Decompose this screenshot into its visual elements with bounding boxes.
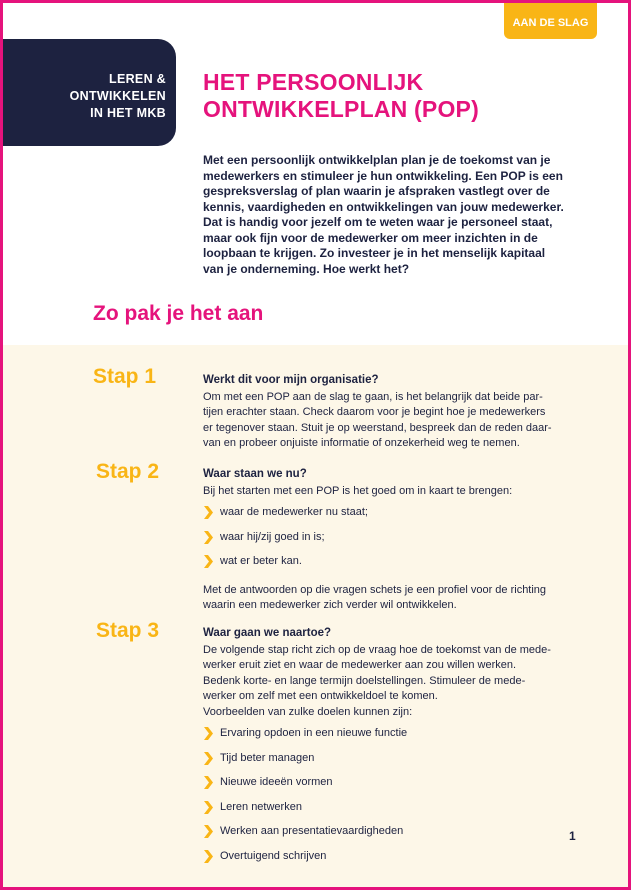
step-heading: Waar staan we nu? [203,468,307,480]
list-item [203,504,555,529]
series-line: ONTWIKKELEN [69,89,166,103]
step-3-body [203,626,555,877]
intro-line: loopbaan te krijgen. Zo investeer je in het menselijk kapitaal [203,246,546,260]
step-line: De volgende stap richt zich op de vraag hoe de toekomst van de mede- [203,643,551,656]
step-line: Om met een POP aan de slag te gaan, is het belangrijk dat beide par- [203,390,543,403]
list-item-text: Overtuigend schrijven [220,849,327,862]
step-line: Bedenk korte- en lange termijn doelstellingen. Stimuleer de mede- [203,674,526,687]
series-line: IN HET MKB [90,106,166,120]
list-item [203,799,555,824]
step-line: er tegenover staan. Stuit je op weerstand, bespreek dan de reden daar- [203,421,552,434]
list-item [203,750,555,775]
intro-line: maar ook fijn voor de medewerker om meer inzichten in de [203,230,538,245]
chevron-right-icon [203,752,213,765]
step-1-label: Stap 1 [93,365,157,388]
chevron-right-icon [203,776,213,789]
list-item [203,774,555,799]
page-title [203,69,479,123]
chevron-right-icon [203,825,213,838]
intro-line: van je onderneming. Hoe werkt het? [203,261,410,276]
list-item-text: Tijd beter managen [220,751,315,764]
list-item [203,848,555,873]
section-tag: AAN DE SLAG [504,3,597,39]
step-line: tijen erachter staan. Check daarom voor je begint hoe je medewerkers [203,406,546,418]
bullet-list [203,504,555,578]
title-line: ONTWIKKELPLAN (POP) [203,96,479,122]
chevron-right-icon [203,850,213,863]
step-line: werker om zelf met een ontwikkeldoel te komen. [203,690,438,702]
section-title: Zo pak je het aan [93,302,264,325]
list-item-text: Werken aan presentatievaardigheden [220,825,404,837]
step-line: Bij het starten met een POP is het goed om in kaart te brengen: [203,484,513,497]
step-line: van en probeer onjuiste informatie of onzekerheid weg te nemen. [203,437,520,449]
list-item [203,823,555,848]
step-line: Met de antwoorden op die vragen schets je een profiel voor de richting [203,583,547,596]
step-heading: Werkt dit voor mijn organisatie? [203,374,379,386]
title-line: HET PERSOONLIJK [203,69,424,95]
bullet-list [203,725,555,872]
intro-line: Dat is handig voor jezelf om te weten waar je personeel staat, [203,215,553,229]
chevron-right-icon [203,531,213,544]
step-line: waarin een medewerker zich verder wil ontwikkelen. [203,599,457,611]
list-item [203,553,555,578]
step-3-label: Stap 3 [96,619,160,642]
chevron-right-icon [203,555,213,568]
list-item [203,725,555,750]
list-item-text: Leren netwerken [220,800,302,813]
page-number: 1 [569,829,576,843]
intro-line: gespreksverslag of plan waarin je afspraken vastlegt over de [203,184,550,198]
chevron-right-icon [203,727,213,740]
list-item-text: waar de medewerker nu staat; [220,506,368,518]
series-label [3,39,176,146]
step-2-label: Stap 2 [96,460,160,483]
intro-paragraph [203,153,573,277]
chevron-right-icon [203,801,213,814]
chevron-right-icon [203,506,213,519]
series-line: LEREN & [109,72,166,86]
list-item-text: Ervaring opdoen in een nieuwe functie [220,727,408,739]
list-item [203,529,555,554]
list-item-text: Nieuwe ideeën vormen [220,776,333,788]
intro-line: kennis, vaardigheden en ontwikkelingen van jouw medewerker. [203,199,564,214]
step-line: werker eruit ziet en waar de medewerker aan zou willen werken. [203,659,517,671]
step-2-body [203,467,555,614]
step-line: Voorbeelden van zulke doelen kunnen zijn: [203,705,413,718]
step-heading: Waar gaan we naartoe? [203,627,332,639]
step-1-body [203,373,555,452]
list-item-text: waar hij/zij goed in is; [220,530,325,543]
list-item-text: wat er beter kan. [220,555,302,567]
intro-line: Met een persoonlijk ontwikkelplan plan je de toekomst van je [203,153,551,167]
intro-line: medewerkers en stimuleer je hun ontwikkeling. Een POP is een [203,168,563,183]
